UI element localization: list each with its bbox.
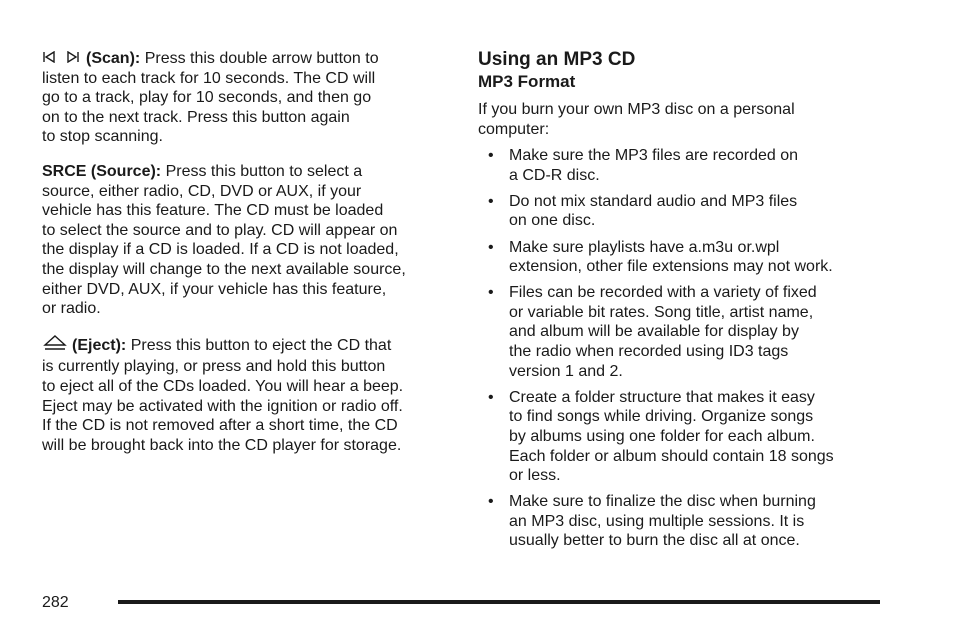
footer-divider [118, 600, 880, 604]
scan-skip-icon [42, 49, 82, 69]
right-column [478, 49, 888, 557]
scan-text: listen to each track for 10 seconds. The CD will go to a track, play for 10 seconds, and then go on to the next track. Press this button again to stop scanning. [42, 69, 376, 146]
scan-first-line: Press this double arrow button to [144, 50, 379, 68]
list-item-text: Files can be recorded with a variety of fixed or variable bit rates. Song title, artist name, and album will be available for display by the radio when recorded using ID3 tags version 1 and 2. [509, 284, 817, 380]
list-item [478, 192, 888, 231]
page-number: 282 [42, 594, 69, 611]
source-first-line: Press this button to select a [165, 163, 363, 180]
source-label: SRCE (Source): [42, 163, 162, 180]
intro-paragraph: If you burn your own MP3 disc on a personal computer: [478, 101, 795, 138]
list-item [478, 146, 888, 185]
eject-first-line: Press this button to eject the CD that [130, 336, 392, 354]
list-item [478, 283, 888, 381]
eject-label: (Eject): [72, 336, 127, 354]
list-item [478, 238, 888, 277]
source-paragraph [42, 162, 442, 319]
eject-icon [42, 334, 68, 358]
source-text: source, either radio, CD, DVD or AUX, if your vehicle has this feature. The CD must be loaded to select the source and to play. CD will appear on the display if a CD is loaded. If a CD is not loaded, the display will change to the next available source, either DVD, AUX, if your vehicle has this feature, or radio. [42, 182, 406, 318]
list-item-text: Do not mix standard audio and MP3 files on one disc. [509, 192, 798, 230]
list-item-text: Create a folder structure that makes it easy to find songs while driving. Organize songs by albums using one folder for each album. Each folder or album should contain 18 songs or less. [509, 388, 834, 485]
bullet-list [478, 146, 888, 551]
list-item [478, 492, 888, 551]
bullet-glyph: • [488, 388, 494, 406]
bullet-glyph: • [488, 238, 494, 256]
section-title: Using an MP3 CD [478, 49, 636, 70]
eject-text: is currently playing, or press and hold this button to eject all of the CDs loaded. You will hear a beep. Eject may be activated with the ignition or radio off. If the CD is not removed after a short time, the CD will be brought back into the CD player for storage. [42, 358, 404, 454]
bullet-glyph: • [488, 192, 494, 210]
scan-label: (Scan): [86, 50, 141, 68]
list-item [478, 388, 888, 486]
bullet-glyph: • [488, 147, 494, 165]
left-column [42, 49, 442, 470]
subsection-title: MP3 Format [478, 72, 576, 91]
eject-paragraph [42, 334, 442, 456]
scan-paragraph [42, 49, 442, 147]
bullet-glyph: • [488, 493, 494, 511]
list-item-text: Make sure to finalize the disc when burning an MP3 disc, using multiple sessions. It is usually better to burn the disc all at once. [509, 493, 816, 550]
list-item-text: Make sure the MP3 files are recorded on a CD-R disc. [509, 147, 799, 184]
list-item-text: Make sure playlists have a.m3u or.wpl extension, other file extensions may not work. [509, 238, 833, 276]
bullet-glyph: • [488, 284, 494, 302]
